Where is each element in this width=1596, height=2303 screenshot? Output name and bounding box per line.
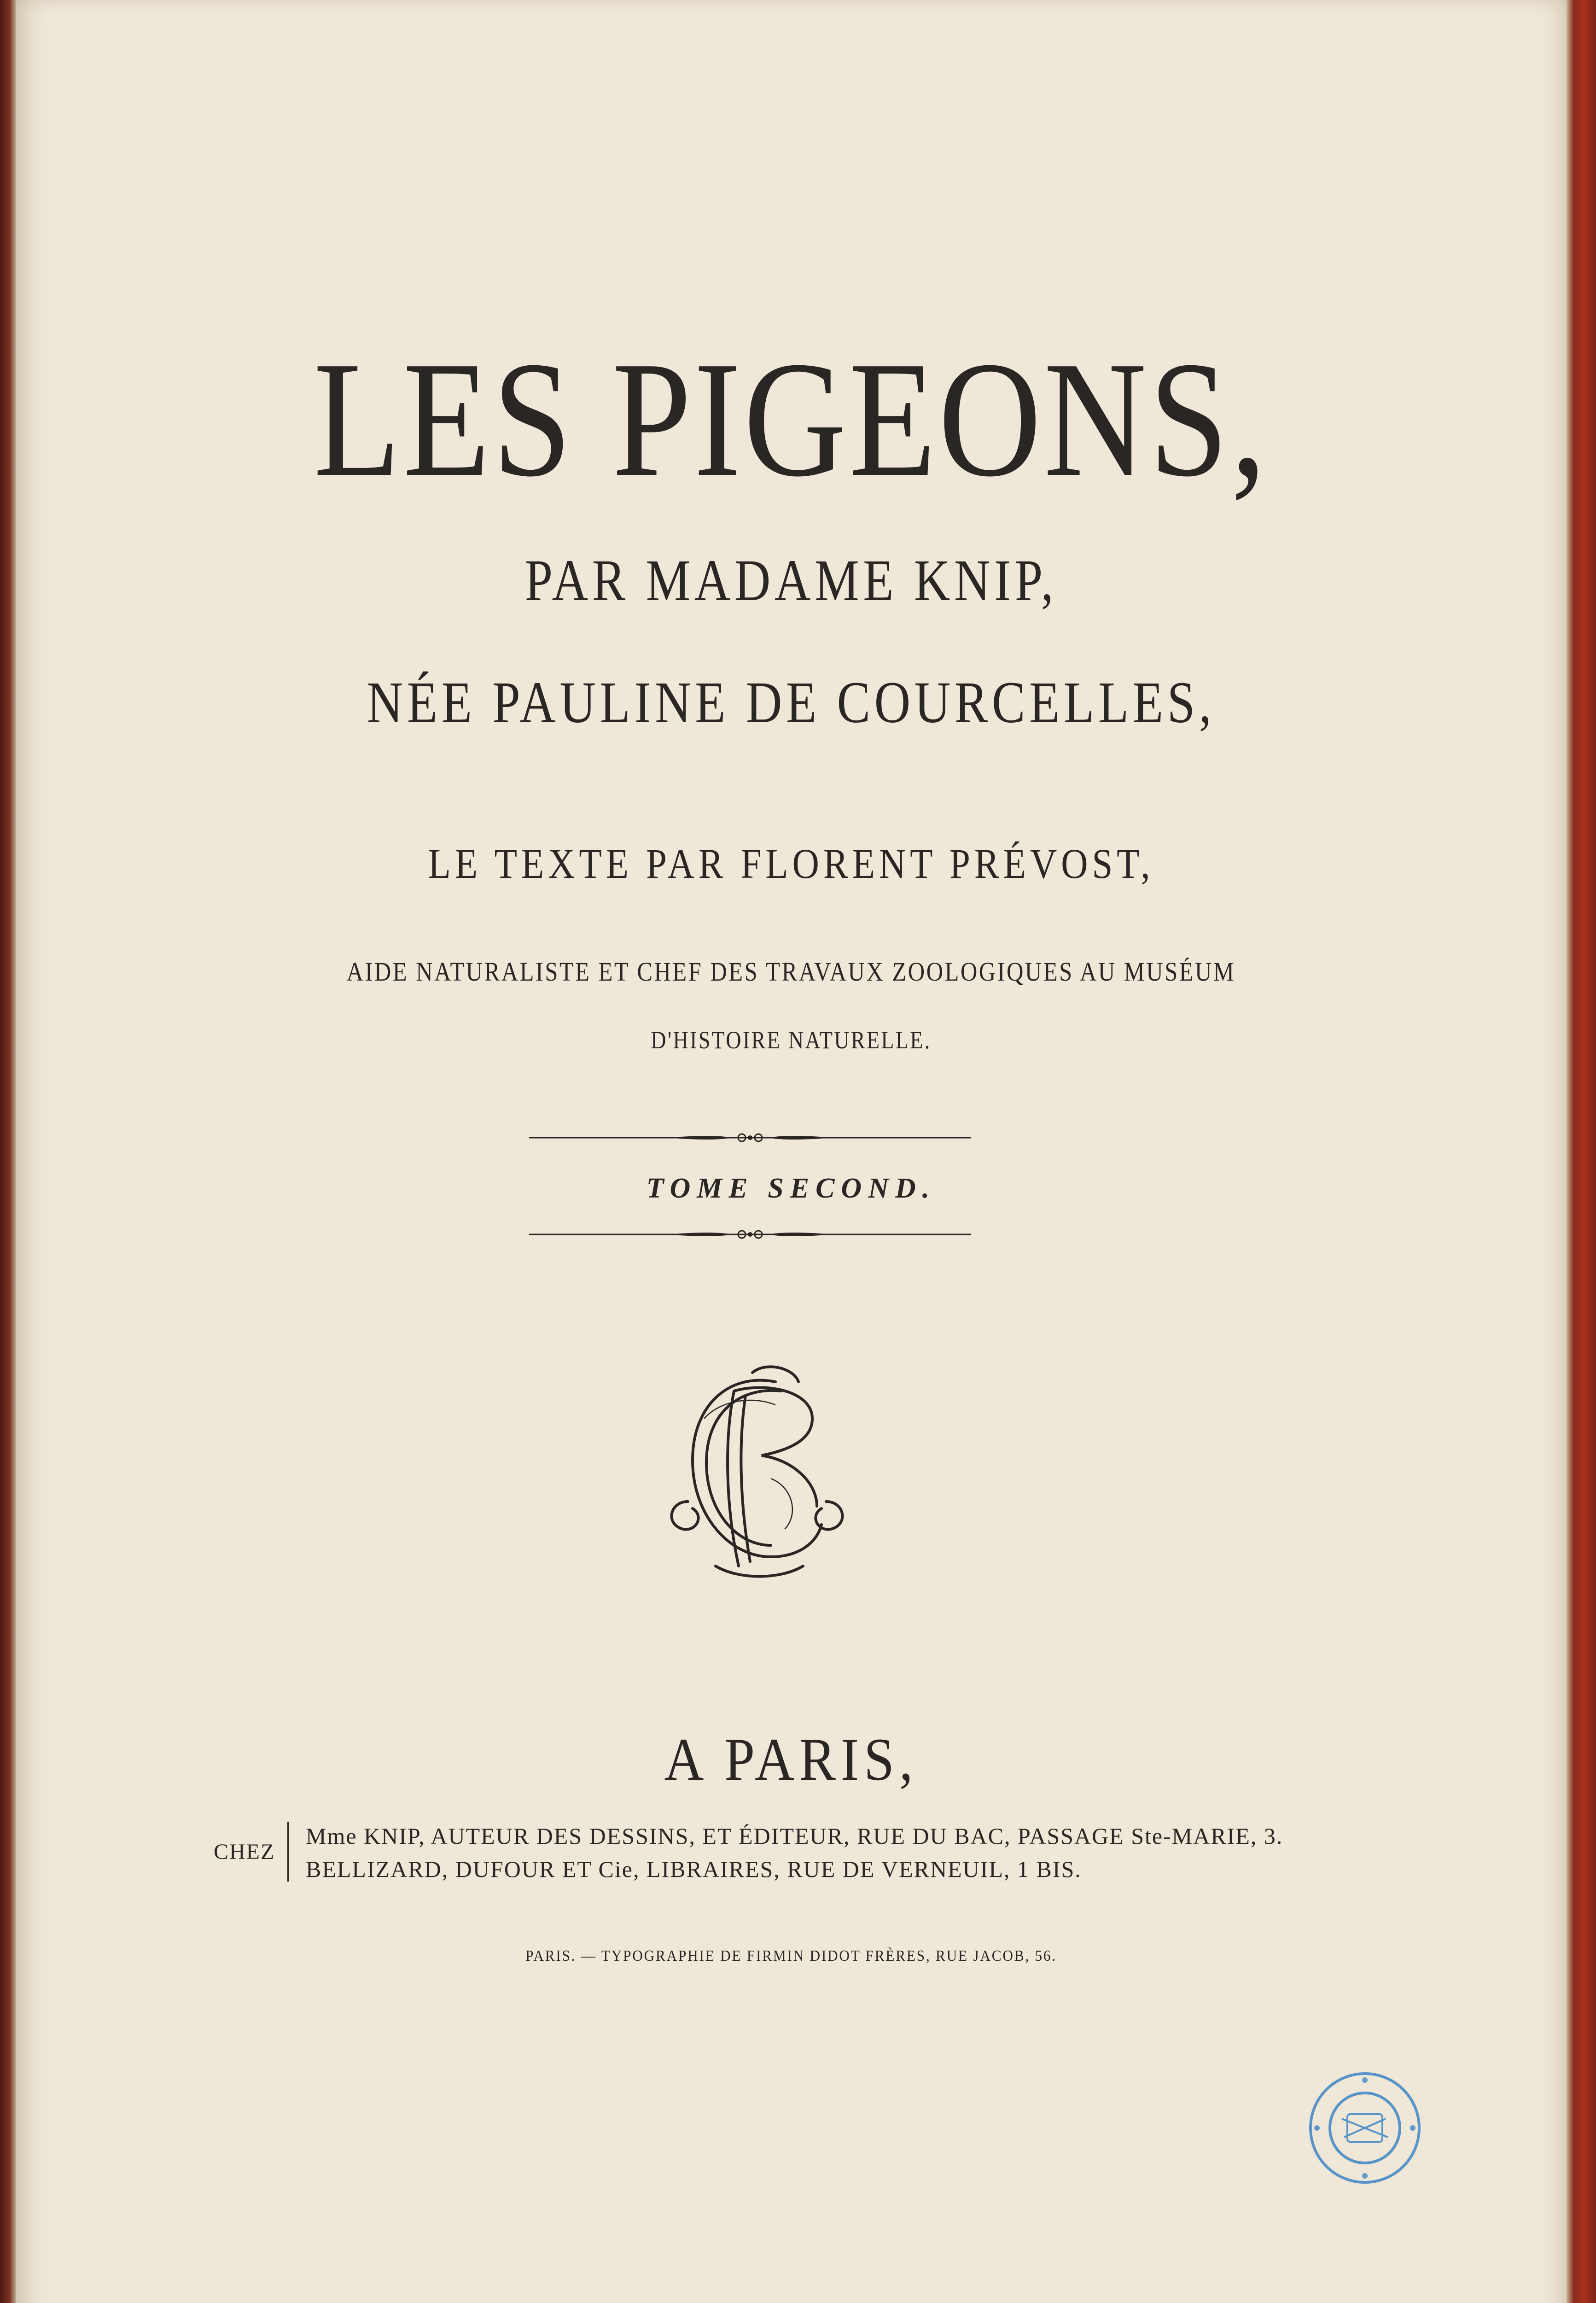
binding-left-edge: [0, 0, 16, 2303]
ornamental-rule-top: [529, 1128, 971, 1147]
imprint-brace: [287, 1822, 293, 1882]
imprint-chez-label: CHEZ: [214, 1840, 275, 1864]
binding-right-edge: [1567, 0, 1596, 2303]
book-title: LES PIGEONS,: [313, 327, 1269, 511]
text-author-line: LE TEXTE PAR FLORENT PRÉVOST,: [428, 840, 1154, 887]
ornamental-rule-bottom: [529, 1225, 971, 1244]
institution-line: D'HISTOIRE NATURELLE.: [651, 1026, 932, 1054]
publisher-imprint: [214, 1822, 1374, 1886]
title-page: [16, 0, 1567, 2303]
library-stamp-icon: [1305, 2068, 1425, 2188]
imprint-line-publisher: Mme KNIP, AUTEUR DES DESSINS, ET ÉDITEUR, RUE DU BAC, PASSAGE Ste-MARIE, 3.: [306, 1823, 1283, 1849]
maiden-name-line: NÉE PAULINE DE COURCELLES,: [367, 670, 1216, 735]
printer-line: PARIS. — TYPOGRAPHIE DE FIRMIN DIDOT FRÈRES, RUE JACOB, 56.: [525, 1947, 1057, 1964]
publication-place: A PARIS,: [664, 1725, 918, 1793]
imprint-line-booksellers: BELLIZARD, DUFOUR ET Cie, LIBRAIRES, RUE DE VERNEUIL, 1 BIS.: [306, 1856, 1082, 1882]
monogram-emblem: [660, 1363, 854, 1584]
volume-label: TOME SECOND.: [646, 1173, 936, 1204]
author-role-line: AIDE NATURALISTE ET CHEF DES TRAVAUX ZOOLOGIQUES AU MUSÉUM: [346, 957, 1236, 987]
author-line: PAR MADAME KNIP,: [524, 548, 1058, 613]
